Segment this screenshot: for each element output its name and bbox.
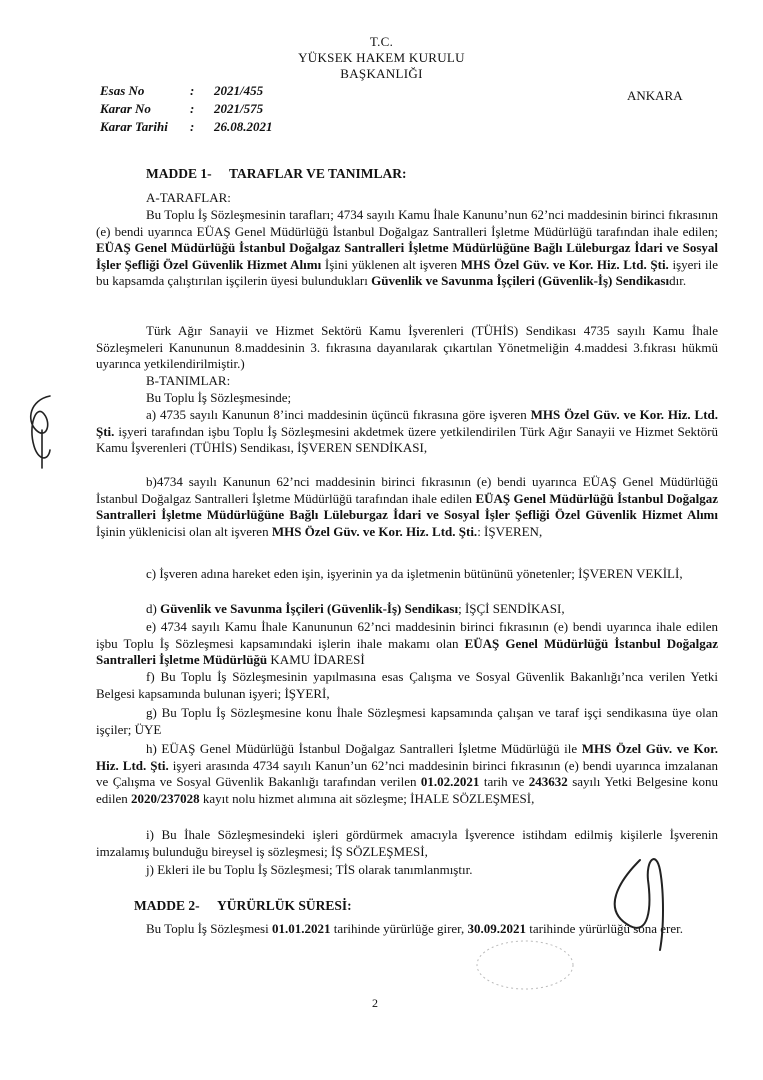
bold-union-name: Güvenlik ve Savunma İşçileri (Güvenlik-İş) Sendikası	[160, 601, 459, 616]
text-run: d)	[146, 601, 161, 616]
text-run: İşini yüklenen alt işveren	[321, 256, 461, 272]
faint-stamp	[470, 935, 580, 995]
tarih-label: Karar Tarihi	[100, 119, 168, 134]
text-run: a) 4735 sayılı Kanunun 8’inci maddesinin üçüncü fıkrasına göre işveren	[146, 407, 531, 422]
karar-colon: :	[190, 101, 195, 116]
handwritten-signature	[560, 840, 720, 960]
madde2-subtitle: YÜRÜRLÜK SÜRESİ:	[217, 898, 352, 913]
bold-tender-name: EÜAŞ Genel Müdürlüğü İstanbul Doğalgaz Santralleri İşletme Müdürlüğüne Bağlı Lüleburgaz İdari ve Sosyal İşler Şefliği Özel Güvenlik Hizmet Alımı	[96, 490, 718, 522]
b-tanimlar-intro: Bu Toplu İş Sözleşmesinde;	[146, 390, 292, 405]
bold-employer-name: MHS Özel Güv. ve Kor. Hiz. Ltd. Şti.	[271, 523, 478, 539]
b-tanimlar-label: B-TANIMLAR:	[146, 373, 231, 388]
case-meta	[100, 82, 273, 136]
a-taraflar-paragraph	[96, 207, 718, 290]
definition-c: c) İşveren adına hareket eden işin, işyerinin ya da işletmenin bütününü yönetenler; İŞVEREN VEKİLİ,	[146, 566, 683, 581]
text-run: Bu Toplu İş Sözleşmesi	[146, 921, 272, 936]
esas-value: 2021/455	[214, 83, 264, 98]
text-run: sayılı Yetki Belgesine konu edilen	[96, 774, 719, 806]
tarih-colon: :	[190, 119, 195, 134]
definition-e	[96, 619, 718, 669]
definition-a	[96, 407, 718, 457]
definition-f: f) Bu Toplu İş Sözleşmesinin yapılmasına esas Çalışma ve Sosyal Güvenlik Bakanlığı’nca verilen Yetki Belgesi kapsamında bulunan işyeri; İŞYERİ,	[96, 669, 718, 701]
text-run: işyeri tarafından işbu Toplu İş Sözleşmesini akdetmek üzere yetkilendirilen Türk Ağır Sanayii ve Hizmet Sektörü Kamu İşverenleri (TÜHİS) Sendikası, İŞVEREN SENDİKASI,	[96, 423, 718, 455]
definition-j: j) Ekleri ile bu Toplu İş Sözleşmesi; TİS olarak tanımlanmıştır.	[146, 862, 473, 877]
bold-union-name: Güvenlik ve Savunma İşçileri (Güvenlik-İş) Sendikası	[371, 273, 670, 288]
header-presidency: BAŞKANLIĞI	[340, 66, 423, 81]
madde1-heading	[146, 166, 407, 183]
text-run: tarihinde yürürlüğe girer,	[330, 921, 468, 936]
karar-label: Karar No	[100, 101, 151, 116]
esas-label: Esas No	[100, 83, 145, 98]
text-run: işyeri arasında 4734 sayılı Kanun’un 62’nci maddesinin birinci fıkrasının (e) bendi uyarınca imzalanan ve Çalışma ve Sosyal Güvenlik Bakanlığı tarafından verilen	[96, 757, 718, 789]
bold-date: 01.02.2021	[420, 774, 480, 789]
definition-i: i) Bu İhale Sözleşmesindeki işleri gördürmek amacıyla İşverence istihdam edilmiş kişilerle İşverenin imzalamış bulunduğu bireysel iş sözleşmesi; İŞ SÖZLEŞMESİ,	[96, 827, 718, 859]
bold-date: 01.01.2021	[271, 921, 331, 936]
bold-record-number: 2020/237028	[131, 790, 200, 806]
text-run: ; İŞÇİ SENDİKASI,	[458, 601, 565, 616]
text-run: tarihinde yürürlüğü sona erer.	[525, 921, 684, 936]
madde1-title: MADDE 1-	[146, 166, 212, 181]
header-institution: YÜKSEK HAKEM KURULU	[298, 50, 465, 65]
a-taraflar-label: A-TARAFLAR:	[146, 190, 231, 205]
text-run: KAMU İDARESİ	[267, 652, 365, 667]
bold-employer-name: MHS Özel Güv. ve Kor. Hiz. Ltd. Şti.	[96, 741, 718, 773]
tuhis-paragraph: Türk Ağır Sanayii ve Hizmet Sektörü Kamu İşverenleri (TÜHİS) Sendikası 4735 sayılı Kamu İhale Sözleşmeleri Kanununun 8.maddesinin 3. fıkrasına dayanılarak çıkartılan Yönetmeliğin 4.maddesi 3.fıkrası hükmü uyarınca yetkilendirilmiştir.)	[96, 323, 718, 371]
karar-value: 2021/575	[214, 101, 264, 116]
handwritten-initial-signature	[20, 390, 64, 470]
bold-date: 30.09.2021	[467, 921, 526, 936]
text-run: İşinin yüklenicisi olan alt işveren	[96, 523, 272, 539]
bold-authority-name: EÜAŞ Genel Müdürlüğü İstanbul Doğalgaz Santralleri İşletme Müdürlüğü	[96, 635, 718, 667]
text-run: Bu Toplu İş Sözleşmesinin tarafları; 4734 sayılı Kamu İhale Kanunu’nun 62’nci maddesinin birinci fıkrasının (e) bendi uyarınca EÜAŞ Genel Müdürlüğü İstanbul Doğalgaz Santralleri İşletme Müdürlüğü tarafından ihale edilen;	[96, 207, 718, 239]
madde1-subtitle: TARAFLAR VE TANIMLAR:	[229, 166, 407, 181]
tarih-value: 26.08.2021	[214, 119, 273, 134]
text-run: e) 4734 sayılı Kamu İhale Kanununun 62’nci maddesinin birinci fıkrasının (e) bendi uyarınca ihale edilen işbu Toplu İş Sözleşmesi kapsamındaki işlerin ihale makamı olan	[96, 619, 718, 651]
bold-employer-name: MHS Özel Güv. ve Kor. Hiz. Ltd. Şti.	[96, 407, 718, 439]
bold-number: 243632	[528, 774, 568, 789]
header-tc: T.C.	[369, 34, 394, 49]
bold-tender-name: EÜAŞ Genel Müdürlüğü İstanbul Doğalgaz Santralleri İşletme Müdürlüğüne Bağlı Lüleburgaz İdari ve Sosyal İşler Şefliği Özel Güvenlik Hizmet Alımı	[96, 240, 718, 272]
definition-d	[96, 601, 718, 618]
esas-colon: :	[190, 83, 195, 98]
definition-g: g) Bu Toplu İş Sözleşmesine konu İhale Sözleşmesi kapsamında çalışan ve taraf işçi sendikasına üye olan işçiler; ÜYE	[96, 705, 718, 737]
text-run: kayıt nolu hizmet alımına ait sözleşme; İHALE SÖZLEŞMESİ,	[199, 790, 535, 806]
text-run: dır.	[669, 273, 687, 288]
madde2-title: MADDE 2-	[134, 898, 200, 913]
definition-b	[96, 474, 718, 540]
text-run: : İŞVEREN,	[477, 523, 543, 539]
bold-employer-name: MHS Özel Güv. ve Kor. Hiz. Ltd. Şti.	[460, 256, 669, 272]
madde2-heading	[134, 898, 352, 915]
text-run: b)4734 sayılı Kanunun 62’nci maddesinin birinci fıkrasının (e) bendi uyarınca EÜAŞ Genel Müdürlüğü İstanbul Doğalgaz Santralleri İşletme Müdürlüğü tarafından ihale edilen	[96, 474, 718, 506]
definition-h	[96, 741, 718, 807]
text-run: tarih ve	[479, 774, 529, 789]
text-run: işyeri ile bu kapsamda çalıştırılan işçilerin üyesi bulundukları	[96, 256, 718, 288]
city: ANKARA	[627, 88, 683, 103]
text-run: h) EÜAŞ Genel Müdürlüğü İstanbul Doğalgaz Santralleri İşletme Müdürlüğü ile	[146, 741, 582, 756]
page-number: 2	[372, 996, 378, 1010]
